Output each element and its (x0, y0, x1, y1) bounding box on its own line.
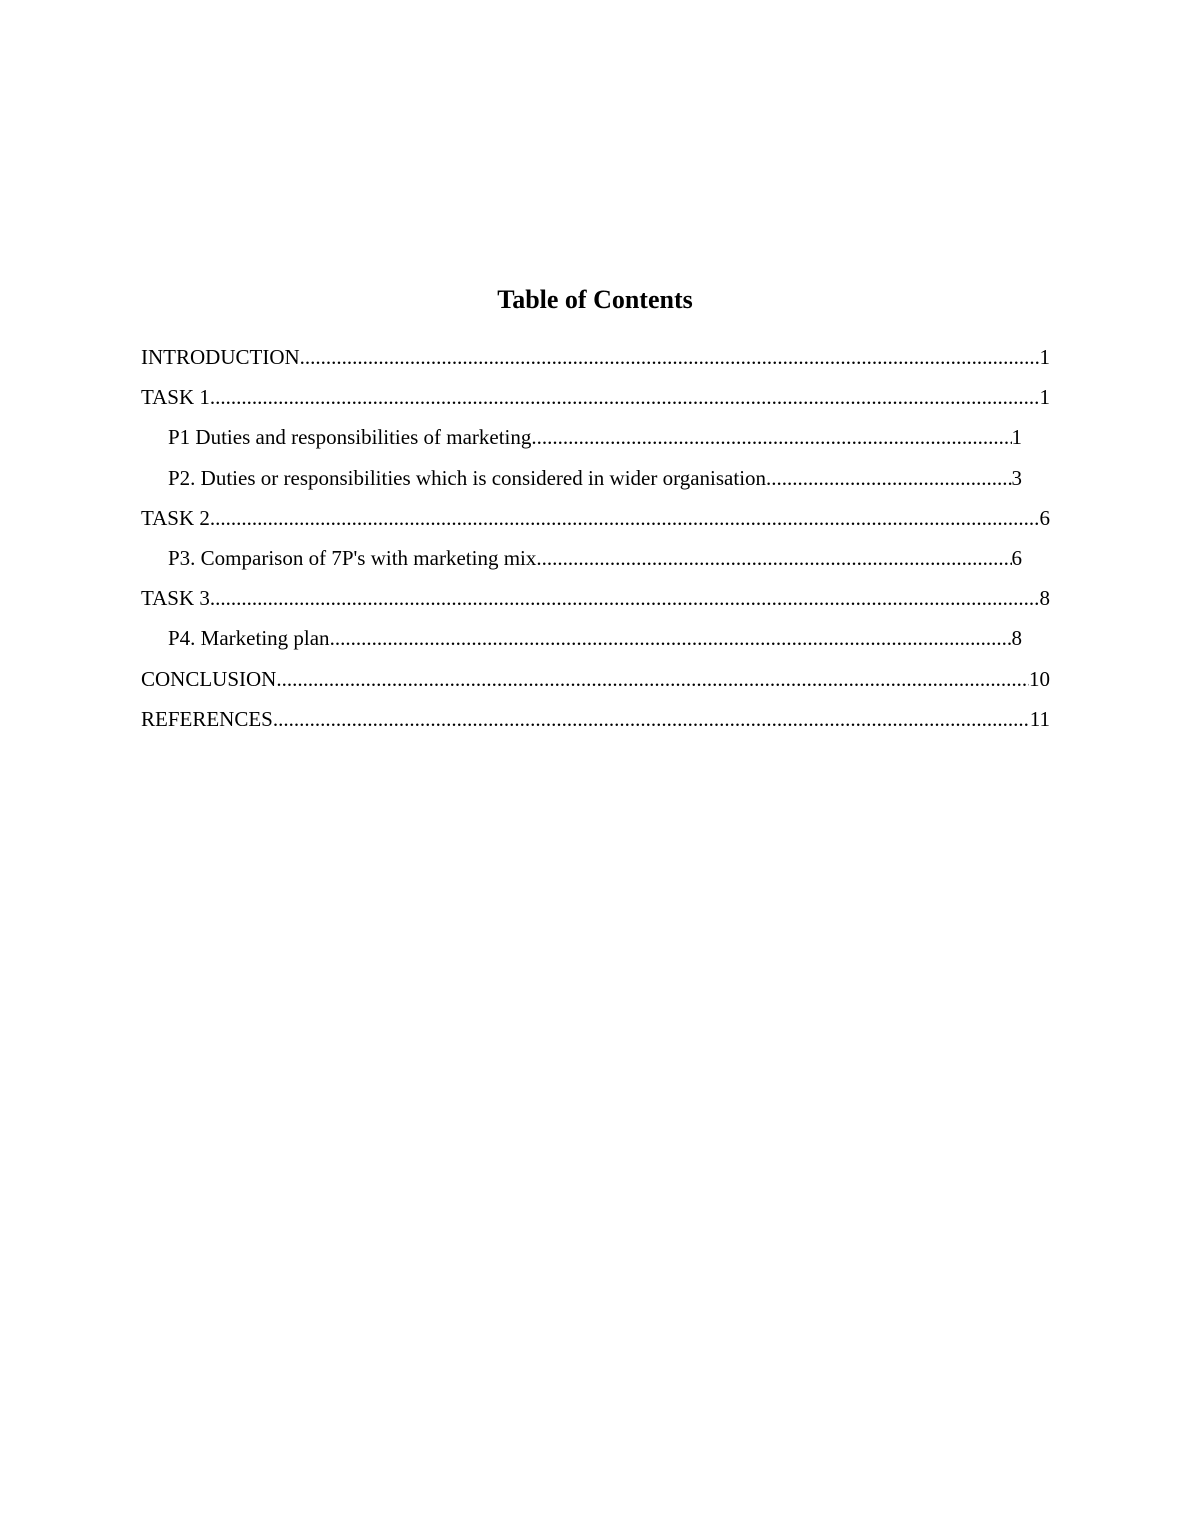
toc-entry-references[interactable] (141, 703, 1050, 743)
toc-entry-conclusion[interactable] (141, 663, 1050, 703)
dot-leader (210, 502, 1040, 534)
toc-entry-p4[interactable] (168, 622, 1022, 662)
toc-entry-task-1[interactable] (141, 381, 1050, 421)
toc-entry-page-number: 8 (1039, 586, 1050, 611)
toc-entry-p3[interactable] (168, 542, 1022, 582)
toc-entry-page-number: 6 (1039, 505, 1050, 530)
dot-leader (531, 421, 1011, 453)
toc-entry-page-number: 8 (1011, 626, 1022, 651)
toc-entry-label: INTRODUCTION (141, 345, 300, 369)
toc-entry-label: CONCLUSION (141, 666, 277, 691)
toc-entry-p1[interactable] (168, 421, 1022, 461)
toc-entry-page-number: 1 (1039, 345, 1050, 369)
toc-entry-page-number: 1 (1011, 425, 1022, 450)
toc-entry-label: P2. Duties or responsibilities which is considered in wider organisation (168, 465, 767, 490)
toc-entry-task-3[interactable] (141, 582, 1050, 622)
toc-title: Table of Contents (497, 285, 693, 314)
toc-entry-introduction[interactable] (141, 341, 1050, 381)
dot-leader (536, 542, 1011, 574)
toc-entry-p2[interactable] (168, 462, 1022, 502)
toc-entry-label: TASK 1 (141, 385, 210, 410)
toc-entry-page-number: 3 (1011, 465, 1022, 490)
dot-leader (300, 341, 1040, 373)
toc-entry-page-number: 1 (1039, 385, 1050, 410)
toc-list (0, 341, 1190, 743)
dot-leader (330, 622, 1012, 654)
toc-entry-task-2[interactable] (141, 502, 1050, 542)
toc-entry-label: TASK 2 (141, 505, 210, 530)
toc-entry-label: P3. Comparison of 7P's with marketing mix (168, 545, 537, 570)
toc-entry-page-number: 11 (1029, 706, 1050, 731)
toc-entry-label: P4. Marketing plan (168, 626, 330, 651)
dot-leader (210, 381, 1040, 413)
toc-entry-label: TASK 3 (141, 586, 210, 611)
toc-entry-label: P1 Duties and responsibilities of marketing (168, 425, 532, 450)
dot-leader (273, 703, 1030, 735)
toc-entry-label: REFERENCES (141, 706, 273, 731)
toc-entry-page-number: 10 (1029, 666, 1050, 691)
dot-leader (210, 582, 1040, 614)
dot-leader (766, 462, 1011, 494)
dot-leader (276, 663, 1029, 695)
toc-entry-page-number: 6 (1011, 545, 1022, 570)
